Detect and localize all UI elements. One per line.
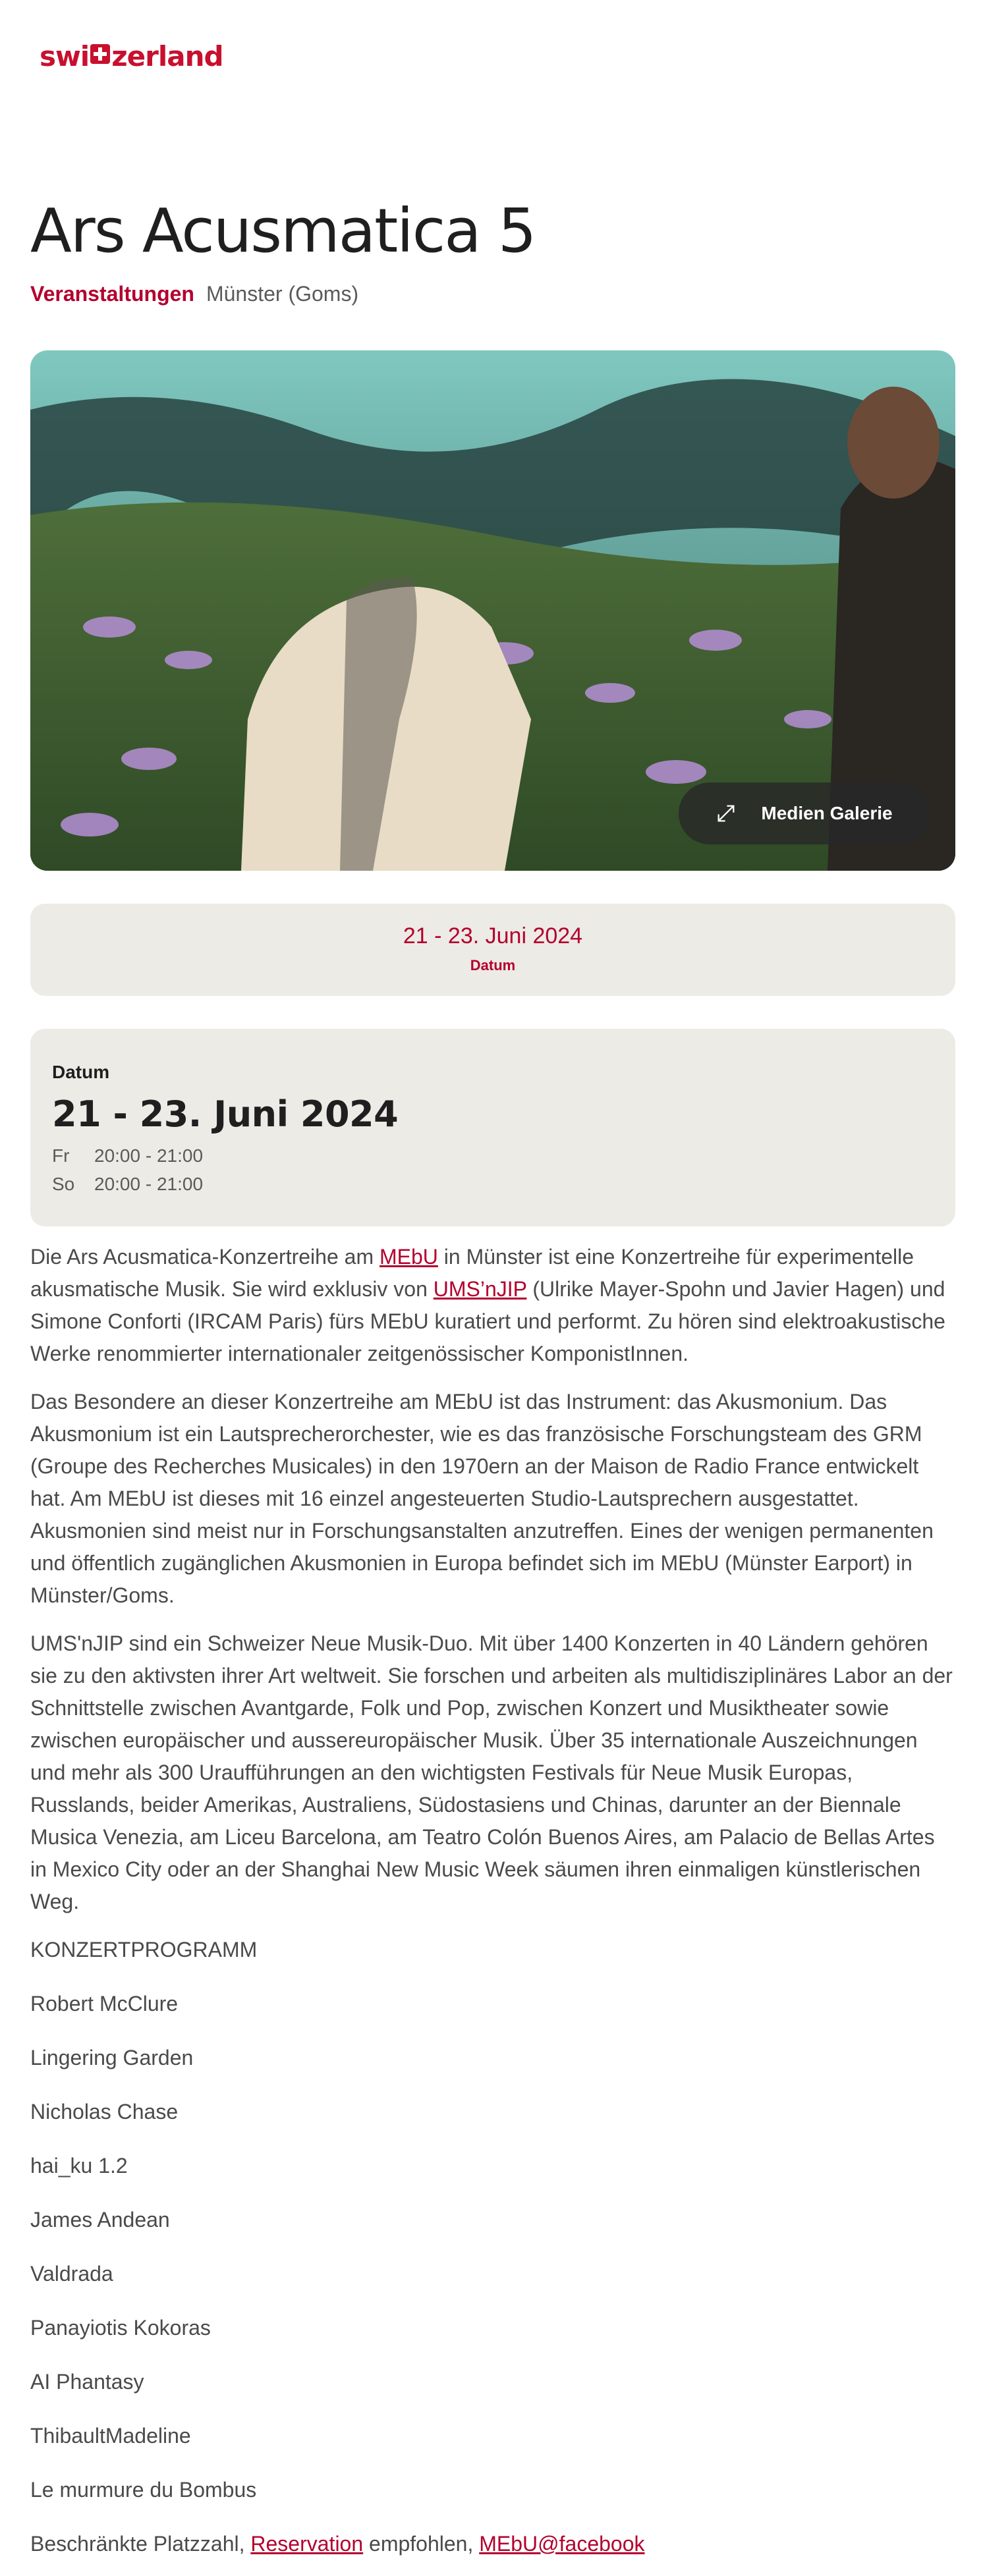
description-paragraph bbox=[30, 1241, 955, 1370]
mebu-link[interactable]: MEbU bbox=[379, 1245, 438, 1269]
text-segment: empfohlen, bbox=[363, 2532, 480, 2556]
text-segment: in Münster ist eine Konzertreihe für experimentelle akusmatische Musik. Sie wird exklusiv von bbox=[30, 1245, 914, 1301]
expand-icon bbox=[715, 802, 737, 825]
schedule-day: So bbox=[52, 1174, 75, 1194]
date-summary[interactable] bbox=[30, 904, 955, 996]
concert-program bbox=[30, 1934, 955, 2560]
program-item: Valdrada bbox=[30, 2262, 113, 2286]
program-heading: KONZERTPROGRAMM bbox=[30, 1938, 258, 1961]
program-item: Robert McClure bbox=[30, 1992, 179, 2015]
schedule-row bbox=[52, 1170, 934, 1198]
umsnjip-link[interactable]: UMS’nJIP bbox=[433, 1277, 527, 1301]
swiss-cross-icon bbox=[90, 44, 110, 64]
hero-image[interactable] bbox=[30, 350, 955, 871]
reservation-note bbox=[30, 2528, 955, 2560]
page-title: Ars Acusmatica 5 bbox=[30, 196, 536, 266]
date-card-label: Datum bbox=[52, 1062, 110, 1082]
event-description bbox=[30, 1241, 955, 2576]
description-paragraph: Das Besondere an dieser Konzertreihe am MEbU ist das Instrument: das Akusmonium. Das Akusmonium ist ein Lautsprecherorchester, wie es das französische Forschungsteam des GRM (Groupe des Recherches Musicales) in den 1970ern an der Maison de Radio France entwickelt hat. Am MEbU ist dieses mit 16 einzel angesteuerten Studio-Lautsprechern ausgestattet. Akusmonien sind meist nur in Forschungsanstalten anzutreffen. Eines der wenigen permanenten und öffentlich zugänglichen Akusmonien in Europa befindet sich im MEbU (Münster Earport) in Münster/Goms. bbox=[30, 1390, 934, 1607]
program-item: Lingering Garden bbox=[30, 2046, 194, 2069]
media-gallery-label: Medien Galerie bbox=[761, 803, 893, 823]
program-item: Le murmure du Bombus bbox=[30, 2478, 257, 2502]
program-item: James Andean bbox=[30, 2208, 170, 2232]
logo-text-left: swi bbox=[40, 40, 90, 72]
date-summary-label: Datum bbox=[470, 957, 516, 973]
program-item: AI Phantasy bbox=[30, 2370, 144, 2394]
program-item: ThibaultMadeline bbox=[30, 2424, 191, 2448]
facebook-link[interactable]: MEbU@facebook bbox=[479, 2532, 645, 2556]
schedule-row bbox=[52, 1141, 934, 1170]
switzerland-logo[interactable] bbox=[40, 38, 223, 74]
date-summary-value: 21 - 23. Juni 2024 bbox=[403, 923, 583, 948]
category-link[interactable]: Veranstaltungen bbox=[30, 282, 194, 306]
media-gallery-button[interactable] bbox=[679, 782, 929, 844]
program-item: hai_ku 1.2 bbox=[30, 2154, 128, 2178]
schedule-day: Fr bbox=[52, 1145, 70, 1166]
event-location: Münster (Goms) bbox=[206, 282, 359, 306]
text-segment: Beschränkte Platzzahl, bbox=[30, 2532, 251, 2556]
reservation-link[interactable]: Reservation bbox=[250, 2532, 364, 2556]
schedule-time: 20:00 - 21:00 bbox=[94, 1174, 204, 1194]
date-card-range: 21 - 23. Juni 2024 bbox=[52, 1093, 399, 1135]
description-paragraph: UMS'nJIP sind ein Schweizer Neue Musik-Duo. Mit über 1400 Konzerten in 40 Ländern gehören sie zu den aktivsten ihrer Art weltweit. Sie forschen und arbeiten als multidisziplinäres Labor an der Schnittstelle zwischen Avantgarde, Folk und Pop, zwischen Konzert und Musiktheater sowie zwischen europäischer und aussereuropäischer Musik. Über 35 internationale Auszeichnungen und mehr als 300 Uraufführungen an den wichtigsten Festivals für Neue Musik Europas, Russlands, beider Amerikas, Australiens, Südostasiens und Chinas, darunter an der Biennale Musica Venezia, am Liceu Barcelona, am Teatro Colón Buenos Aires, am Palacio de Bellas Artes in Mexico City oder an der Shanghai New Music Week säumen ihren einmaligen künstlerischen Weg. bbox=[30, 1631, 953, 1913]
logo-text-right: zerland bbox=[111, 40, 223, 72]
date-card bbox=[30, 1029, 955, 1226]
program-item: Nicholas Chase bbox=[30, 2100, 179, 2124]
schedule bbox=[52, 1141, 934, 1198]
text-segment: (Ulrike Mayer-Spohn und Javier Hagen) und Simone Conforti (IRCAM Paris) fürs MEbU kuratiert und performt. Zu hören sind elektroakustische Werke renommierter internationaler zeitgenössischer KomponistInnen. bbox=[30, 1277, 945, 1365]
schedule-time: 20:00 - 21:00 bbox=[94, 1145, 204, 1166]
text-segment: Die Ars Acusmatica-Konzertreihe am bbox=[30, 1245, 379, 1269]
program-item: Panayiotis Kokoras bbox=[30, 2316, 211, 2340]
event-meta bbox=[30, 282, 358, 306]
